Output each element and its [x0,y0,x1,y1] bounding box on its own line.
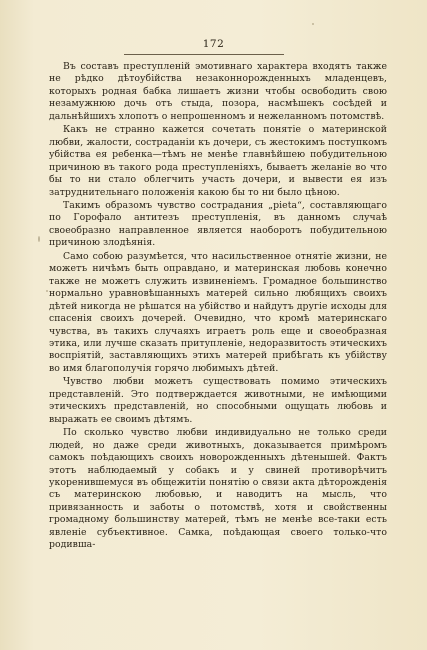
paragraph-5: Чувство любви можетъ существовать помимо этическихъ представленій. Это подтверждается животными, не имѣющими этическихъ представленій, но способными ощущать любовь и выражать ее своимъ дѣтямъ. [49,376,387,425]
page-text [49,60,387,553]
paragraph-2: Какъ не странно кажется сочетать понятіе о материнской любви, жалости, состраданіи къ дочери, съ жестокимъ поступкомъ убійства ея ребенка—тѣмъ не менѣе главнѣйшею побудительною причиною въ такого рода преступленіяхъ, бываетъ желаніе во что бы то ни стало облегчить участь дочери, и вывести ея изъ затруднительнаго положенія какою бы то ни было цѣною. [49,124,387,198]
header-rule [124,54,284,55]
paragraph-3: Такимъ образомъ чувство сострадания „pieta“, составляющаго по Горофало антитезъ преступленія, въ данномъ случаѣ своеобразно направленное является наоборотъ побудительною причиною злодѣянія. [49,199,387,249]
paragraph-1: Въ составъ преступленій эмотивнаго характера входятъ также не рѣдко дѣтоубійства незаконнорожденныхъ младенцевъ, которыхъ родная бабка лишаетъ жизни чтобы освободить свою незамужнюю дочь отъ стыда, позора, насмѣшекъ сосѣдей и дальнѣйшихъ хлопотъ о непрошенномъ и нежеланномъ потомствѣ. [49,61,387,122]
paper-speck [312,23,314,25]
paragraph-6: По сколько чувство любви индивидуально не только среди людей, но даже среди животныхъ, доказывается примѣромъ самокъ поѣдающихъ своихъ новорожденныхъ дѣтенышей. Фактъ этотъ наблюдаемый у собакъ и у свиней противорѣчитъ укоренившемуся въ общежитіи понятію о связи акта дѣторожденія съ материнскою любовью, и наводитъ на мысль, что привязанность и заботы о потомствѣ, хотя и свойственны громадному большинству матерей, тѣмъ не менѣе все-таки есть явленіе субъективное. Самка, поѣдающая своего только-что родивша- [49,427,387,551]
page-number: 172 [202,38,225,50]
paragraph-4: Само собою разумѣется, что насильственное отнятіе жизни, не можетъ ничѣмъ быть оправдано, и материнская любовь конечно также не можетъ служить извиненіемъ. Громадное большинство нормально уравновѣшанныхъ матерей сильно любящихъ своихъ дѣтей никогда не рѣшатся на убійство и найдутъ другіе исходы для спасенія своихъ дочерей. Очевидно, что кромѣ материнскаго чувства, въ такихъ случаяхъ играетъ роль еще и своеобразная этика, или лучше сказать притупленіе, недоразвитость этическихъ воспріятій, заставляющихъ этихъ матерей прибѣгать къ убійству во имя благополучія горячо любимыхъ дѣтей. [49,250,387,374]
paper-speck [46,290,48,292]
paper-speck [38,236,40,242]
